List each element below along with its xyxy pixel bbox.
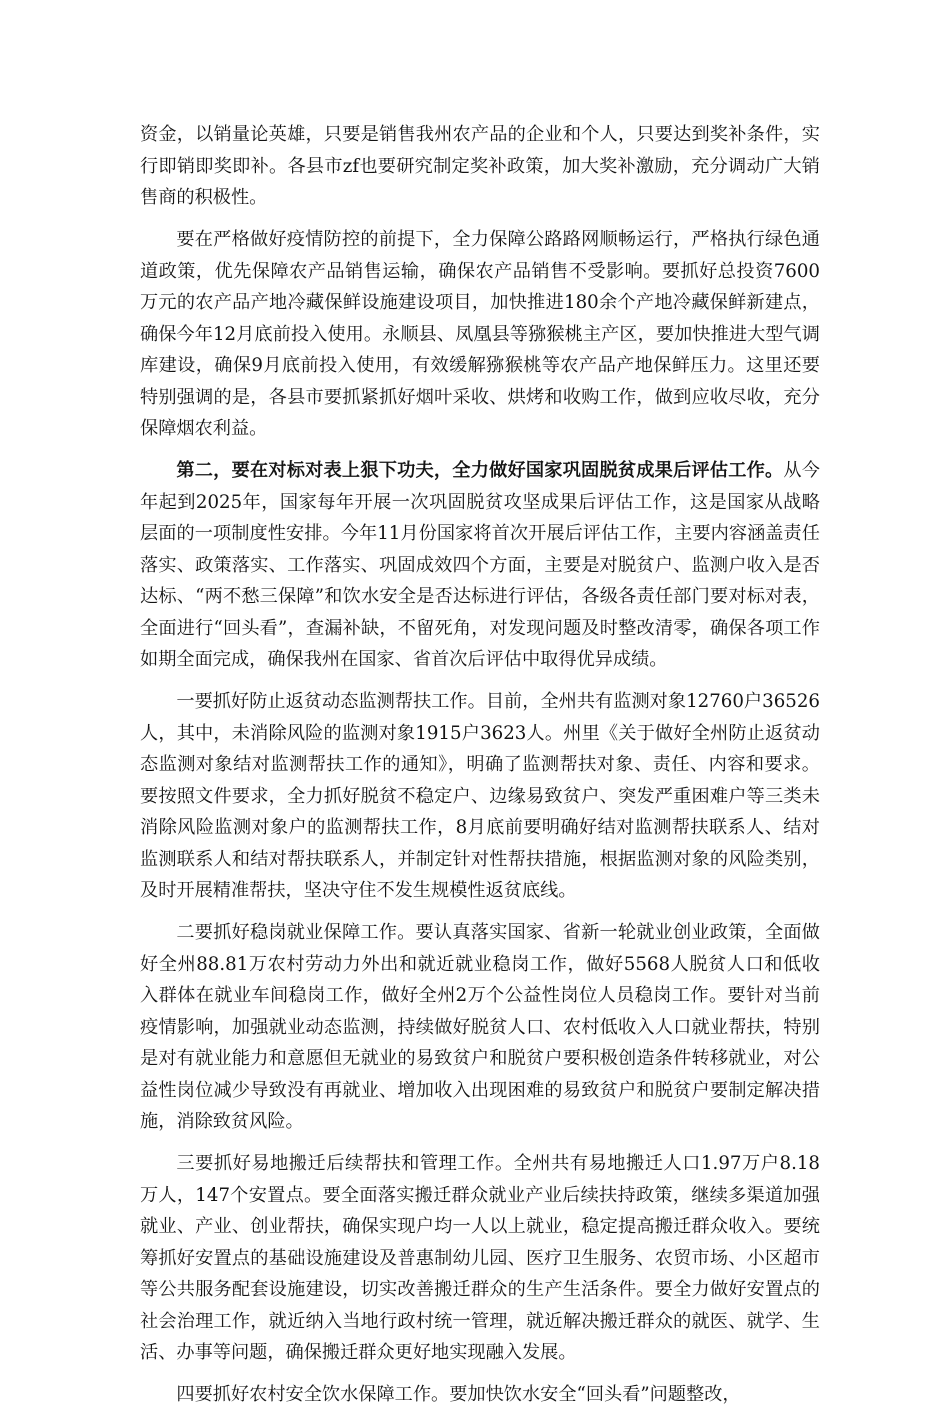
paragraph-6 [140,1148,820,1369]
paragraph-1-text: 资金，以销量论英雄，只要是销售我州农产品的企业和个人，只要达到奖补条件，实行即销即奖即补。各县市zf也要研究制定奖补政策，加大奖补激励，充分调动广大销售商的积极性。 [140,124,820,208]
paragraph-2-text: 要在严格做好疫情防控的前提下，全力保障公路路网顺畅运行，严格执行绿色通道政策，优先保障农产品销售运输，确保农产品销售不受影响。要抓好总投资7600万元的农产品产地冷藏保鲜设施建设项目，加快推进180余个产地冷藏保鲜新建点，确保今年12月底前投入使用。永顺县、凤凰县等猕猴桃主产区，要加快推进大型气调库建设，确保9月底前投入使用，有效缓解猕猴桃等农产品产地保鲜压力。这里还要特别强调的是，各县市要抓紧抓好烟叶采收、烘烤和收购工作，做到应收尽收，充分保障烟农利益。 [140,229,820,439]
paragraph-3 [140,455,820,676]
paragraph-4-text: 一要抓好防止返贫动态监测帮扶工作。目前，全州共有监测对象12760户36526人，其中，未消除风险的监测对象1915户3623人。州里《关于做好全州防止返贫动态监测对象结对监测帮扶工作的通知》，明确了监测帮扶对象、责任、内容和要求。要按照文件要求，全力抓好脱贫不稳定户、边缘易致贫户、突发严重困难户等三类未消除风险监测对象户的监测帮扶工作，8月底前要明确好结对监测帮扶联系人、结对监测联系人和结对帮扶联系人，并制定针对性帮扶措施，根据监测对象的风险类别，及时开展精准帮扶，坚决守住不发生规模性返贫底线。 [140,691,820,901]
paragraph-5 [140,917,820,1138]
paragraph-1 [140,119,820,214]
document-page [140,119,820,1421]
paragraph-6-text: 三要抓好易地搬迁后续帮扶和管理工作。全州共有易地搬迁人口1.97万户8.18万人，147个安置点。要全面落实搬迁群众就业产业后续扶持政策，继续多渠道加强就业、产业、创业帮扶，确保实现户均一人以上就业，稳定提高搬迁群众收入。要统筹抓好安置点的基础设施建设及普惠制幼儿园、医疗卫生服务、农贸市场、小区超市等公共服务配套设施建设，切实改善搬迁群众的生产生活条件。要全力做好安置点的社会治理工作，就近纳入当地行政村统一管理，就近解决搬迁群众的就医、就学、生活、办事等问题，确保搬迁群众更好地实现融入发展。 [140,1153,820,1363]
paragraph-7-text: 四要抓好农村安全饮水保障工作。要加快饮水安全“回头看”问题整改， [176,1384,741,1405]
paragraph-7 [140,1379,820,1411]
paragraph-3-text: 从今年起到2025年，国家每年开展一次巩固脱贫攻坚成果后评估工作，这是国家从战略层面的一项制度性安排。今年11月份国家将首次开展后评估工作，主要内容涵盖责任落实、政策落实、工作落实、巩固成效四个方面，主要是对脱贫户、监测户收入是否达标、“两不愁三保障”和饮水安全是否达标进行评估，各级各责任部门要对标对表，全面进行“回头看”，查漏补缺，不留死角，对发现问题及时整改清零，确保各项工作如期全面完成，确保我州在国家、省首次后评估中取得优异成绩。 [140,460,820,670]
paragraph-4 [140,686,820,907]
paragraph-3-heading: 第二，要在对标对表上狠下功夫，全力做好国家巩固脱贫成果后评估工作。 [176,460,784,481]
paragraph-5-text: 二要抓好稳岗就业保障工作。要认真落实国家、省新一轮就业创业政策，全面做好全州88.81万农村劳动力外出和就近就业稳岗工作，做好5568人脱贫人口和低收入群体在就业车间稳岗工作，做好全州2万个公益性岗位人员稳岗工作。要针对当前疫情影响，加强就业动态监测，持续做好脱贫人口、农村低收入人口就业帮扶，特别是对有就业能力和意愿但无就业的易致贫户和脱贫户要积极创造条件转移就业，对公益性岗位减少导致没有再就业、增加收入出现困难的易致贫户和脱贫户要制定解决措施，消除致贫风险。 [140,922,820,1132]
paragraph-2 [140,224,820,445]
